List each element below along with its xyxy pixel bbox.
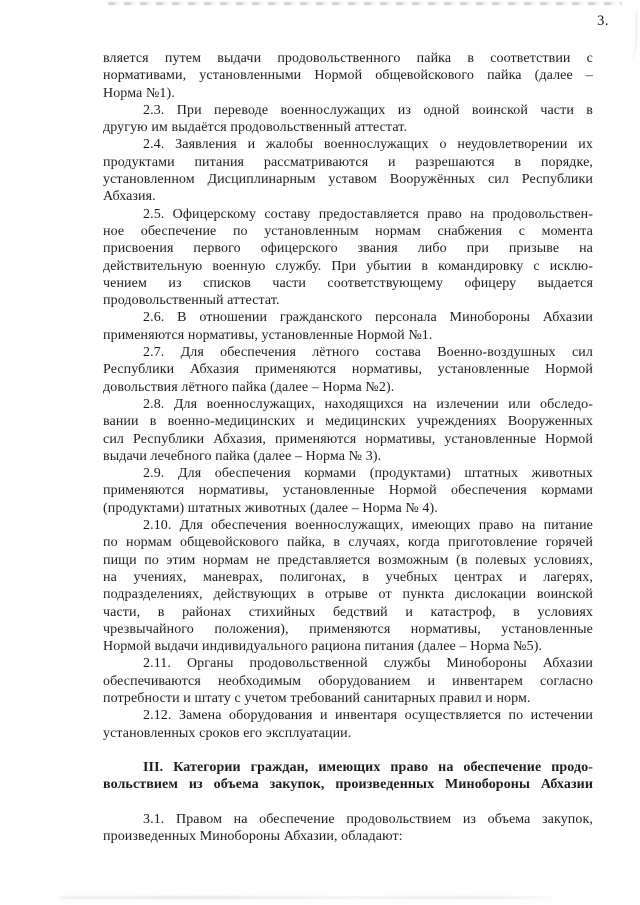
text-line: довольствия лётного пайка (далее – Норма №2). xyxy=(103,379,395,395)
scan-artifact-bottom xyxy=(60,896,550,899)
text-line: Нормой выдачи индивидуального рациона питания (далее – Норма №5). xyxy=(103,639,543,655)
text-line: чением из списков части соответствующему офицеру выдается xyxy=(103,275,593,291)
page-number: 3. xyxy=(597,13,609,29)
scan-artifact-top xyxy=(108,2,622,5)
blank-line xyxy=(103,742,593,759)
text-line: Республики Абхазия применяются нормативы, установленные Нормой xyxy=(103,362,593,378)
blank-line xyxy=(103,794,593,811)
text-line: сил Республики Абхазия, применяются нормативы, установленные Нормой xyxy=(103,431,593,447)
text-line: части, в районах стихийных бедствий и катастроф, в условиях xyxy=(103,604,593,620)
text-line: продуктами питания рассматриваются и разрешаются в порядке, xyxy=(103,154,593,170)
text-line: 2.11. Органы продовольственной службы Минобороны Абхазии xyxy=(143,656,593,672)
text-line: 2.10. Для обеспечения военнослужащих, имеющих право на питание xyxy=(143,518,593,534)
text-line: на учениях, маневрах, полигонах, в учебных центрах и лагерях, xyxy=(103,569,593,585)
text-line: чрезвычайного положения), применяются нормативы, установленные xyxy=(103,621,593,637)
text-line: установленных сроков его эксплуатации. xyxy=(103,725,352,741)
paragraph xyxy=(103,707,593,742)
text-line: 2.4. Заявления и жалобы военнослужащих о неудовлетворении их xyxy=(143,137,593,153)
paragraph xyxy=(103,465,593,517)
text-line: потребности и штату с учетом требований санитарных правил и норм. xyxy=(103,690,531,706)
document-body xyxy=(103,50,593,846)
text-line: продовольственный аттестат. xyxy=(103,293,280,309)
paragraph xyxy=(103,655,593,707)
paragraph xyxy=(103,811,593,846)
text-line: произведенных Минобороны Абхазии, обладают: xyxy=(103,829,403,845)
paragraph xyxy=(103,102,593,137)
paragraph xyxy=(103,309,593,344)
text-line: III. Категории граждан, имеющих право на обеспечение продо- xyxy=(143,760,593,776)
paragraph xyxy=(103,344,593,396)
text-line: подразделениях, действующих в отрыве от пункта дислокации воинской xyxy=(103,587,593,603)
text-line: нормативами, установленными Нормой общевойскового пайка (далее – xyxy=(103,68,593,84)
text-line: вольствием из объема закупок, произведенных Минобороны Абхазии xyxy=(103,777,593,793)
text-line: ное обеспечение по установленным нормам снабжения с момента xyxy=(103,223,593,239)
text-line: 2.6. В отношении гражданского персонала Минобороны Абхазии xyxy=(143,310,593,326)
text-line: 3.1. Правом на обеспечение продовольствием из объема закупок, xyxy=(143,812,593,828)
scan-artifact-corner xyxy=(626,12,637,60)
text-line: 2.7. Для обеспечения лётного состава Военно-воздушных сил xyxy=(143,345,593,361)
text-line: присвоения первого офицерского звания либо при призыве на xyxy=(103,241,593,257)
text-line: обеспечиваются необходимым оборудованием и инвентарем согласно xyxy=(103,673,593,689)
paragraph xyxy=(103,206,593,310)
text-line: 2.3. При переводе военнослужащих из одной воинской части в xyxy=(143,102,593,118)
text-line: 2.12. Замена оборудования и инвентаря осуществляется по истечении xyxy=(143,708,593,724)
text-line: другую им выдаётся продовольственный аттестат. xyxy=(103,120,408,136)
text-line: по нормам общевойскового пайка, в случаях, когда приготовление горячей xyxy=(103,535,593,551)
text-line: выдачи лечебного пайка (далее – Норма № 3). xyxy=(103,448,382,464)
text-line: пищи по этим нормам не представляется возможным (в полевых условиях, xyxy=(103,552,593,568)
paragraph xyxy=(103,396,593,465)
section-heading xyxy=(103,759,593,794)
text-line: 2.8. Для военнослужащих, находящихся на излечении или обследо- xyxy=(143,396,593,412)
text-line: (продуктами) штатных животных (далее – Норма № 4). xyxy=(103,500,438,516)
text-line: установленном Дисциплинарным уставом Вооружённых сил Республики xyxy=(103,172,593,188)
text-line: Норма №1). xyxy=(103,85,175,101)
text-line: действительную военную службу. При убытии в командировку с исклю- xyxy=(103,258,593,274)
paragraph xyxy=(103,136,593,205)
paragraph xyxy=(103,517,593,655)
text-line: применяются нормативы, установленные Нормой обеспечения кормами xyxy=(103,483,593,499)
text-line: вании в военно-медицинских и медицинских учреждениях Вооруженных xyxy=(103,414,593,430)
text-line: 2.5. Офицерскому составу предоставляется право на продовольствен- xyxy=(143,206,593,222)
text-line: 2.9. Для обеспечения кормами (продуктами) штатных животных xyxy=(143,466,593,482)
text-line: применяются нормативы, установленные Нормой №1. xyxy=(103,327,433,343)
paragraph xyxy=(103,50,593,102)
text-line: Абхазия. xyxy=(103,189,156,205)
text-line: вляется путем выдачи продовольственного пайка в соответствии с xyxy=(103,51,593,66)
